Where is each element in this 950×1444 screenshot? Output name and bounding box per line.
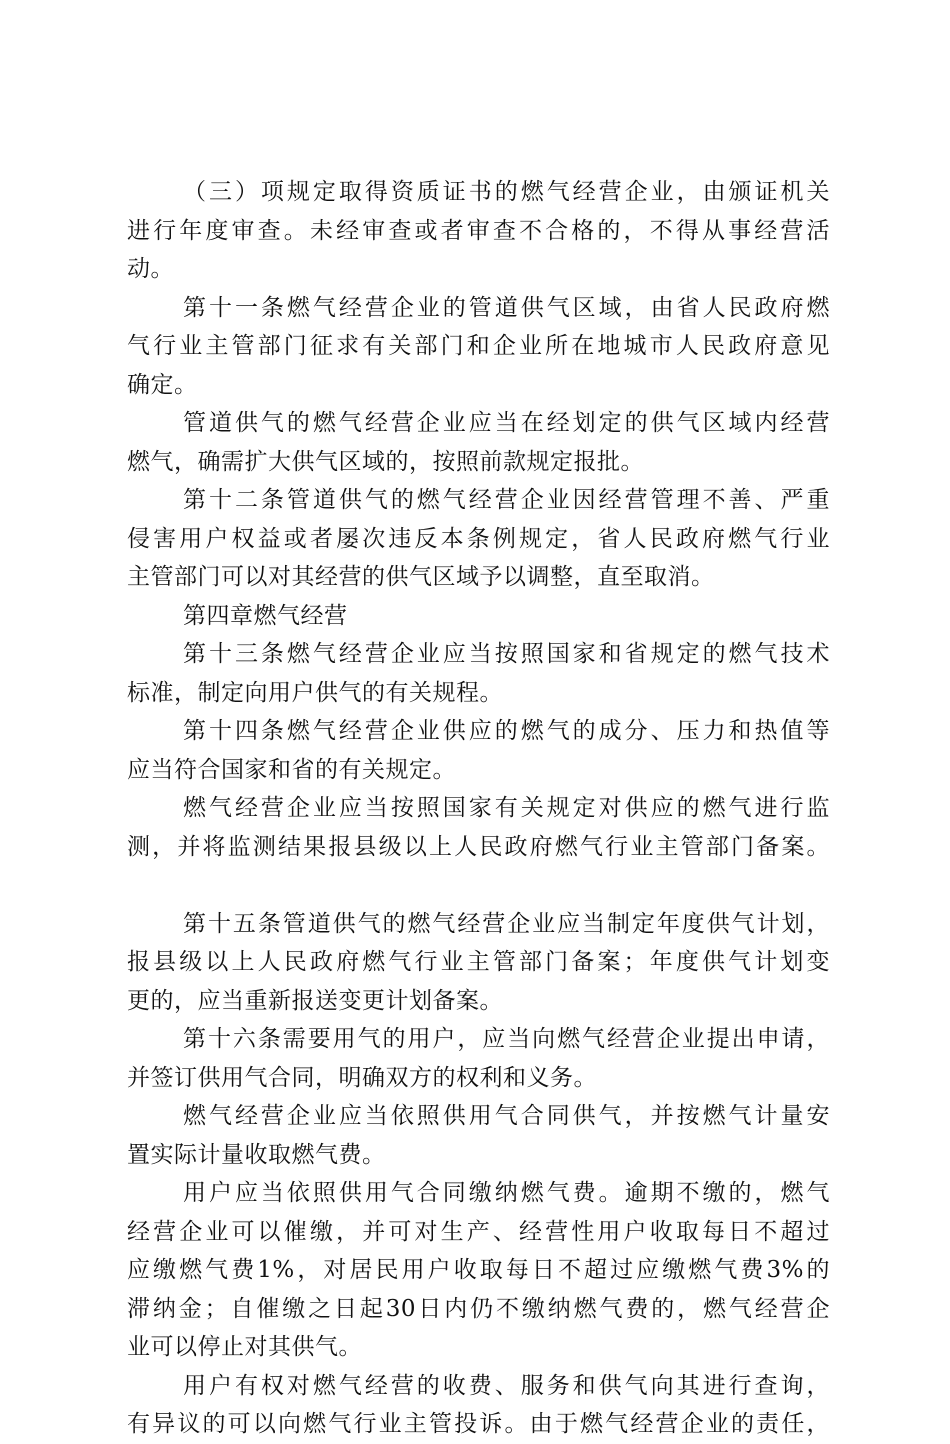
paragraph-line: 业可以停止对其供气。	[127, 1334, 362, 1360]
article-11-line: 第十一条燃气经营企业的管道供气区域，由省人民政府燃	[183, 294, 830, 321]
blank-line	[127, 866, 830, 905]
paragraph-line: 燃气经营企业应当依照供用气合同供气，并按燃气计量安	[183, 1103, 830, 1129]
paragraph-line: 用户应当依照供用气合同缴纳燃气费。逾期不缴的，燃气	[183, 1180, 830, 1206]
paragraph-line: 侵害用户权益或者屡次违反本条例规定，省人民政府燃气行业	[127, 525, 830, 552]
article-12-line: 第十二条管道供气的燃气经营企业因经营管理不善、严重	[183, 487, 830, 513]
article-15-line: 第十五条管道供气的燃气经营企业应当制定年度供气计划，	[183, 910, 830, 937]
paragraph-line: 报县级以上人民政府燃气行业主管部门备案；年度供气计划变	[127, 949, 830, 975]
chapter-heading: 第四章燃气经营	[183, 602, 348, 629]
paragraph-line: 燃气，确需扩大供气区域的，按照前款规定报批。	[127, 448, 644, 475]
article-14-line: 第十四条燃气经营企业供应的燃气的成分、压力和热值等	[183, 718, 830, 744]
paragraph-line: 应当符合国家和省的有关规定。	[127, 756, 456, 783]
paragraph-line: 置实际计量收取燃气费。	[127, 1141, 386, 1168]
paragraph-line: 管道供气的燃气经营企业应当在经划定的供气区域内经营	[183, 410, 830, 436]
paragraph-line: 有异议的可以向燃气行业主管投诉。由于燃气经营企业的责任，	[127, 1411, 830, 1437]
paragraph-line: （三）项规定取得资质证书的燃气经营企业，由颁证机关	[183, 179, 830, 205]
paragraph-line: 主管部门可以对其经营的供气区域予以调整，直至取消。	[127, 564, 715, 590]
paragraph-line: 气行业主管部门征求有关部门和企业所在地城市人民政府意见	[127, 333, 830, 359]
paragraph-line: 标准，制定向用户供气的有关规程。	[127, 679, 503, 706]
paragraph-line: 应缴燃气费1%，对居民用户收取每日不超过应缴燃气费3%的	[127, 1257, 830, 1283]
document-body	[127, 173, 830, 1444]
paragraph-line: 确定。	[127, 371, 198, 398]
paragraph-line: 滞纳金；自催缴之日起30日内仍不缴纳燃气费的，燃气经营企	[127, 1295, 830, 1322]
paragraph-line: 动。	[127, 256, 174, 282]
article-16-line: 第十六条需要用气的用户，应当向燃气经营企业提出申请，	[183, 1026, 830, 1052]
paragraph-line: 经营企业可以催缴，并可对生产、经营性用户收取每日不超过	[127, 1218, 830, 1245]
paragraph-line: 燃气经营企业应当按照国家有关规定对供应的燃气进行监	[183, 795, 830, 821]
paragraph-line: 测，并将监测结果报县级以上人民政府燃气行业主管部门备案。	[127, 833, 830, 860]
paragraph-line: 用户有权对燃气经营的收费、服务和供气向其进行查询，	[183, 1372, 830, 1399]
article-13-line: 第十三条燃气经营企业应当按照国家和省规定的燃气技术	[183, 641, 830, 667]
paragraph-line: 进行年度审查。未经审查或者审查不合格的，不得从事经营活	[127, 217, 830, 244]
paragraph-line: 更的，应当重新报送变更计划备案。	[127, 987, 503, 1014]
paragraph-line: 并签订供用气合同，明确双方的权利和义务。	[127, 1064, 597, 1091]
